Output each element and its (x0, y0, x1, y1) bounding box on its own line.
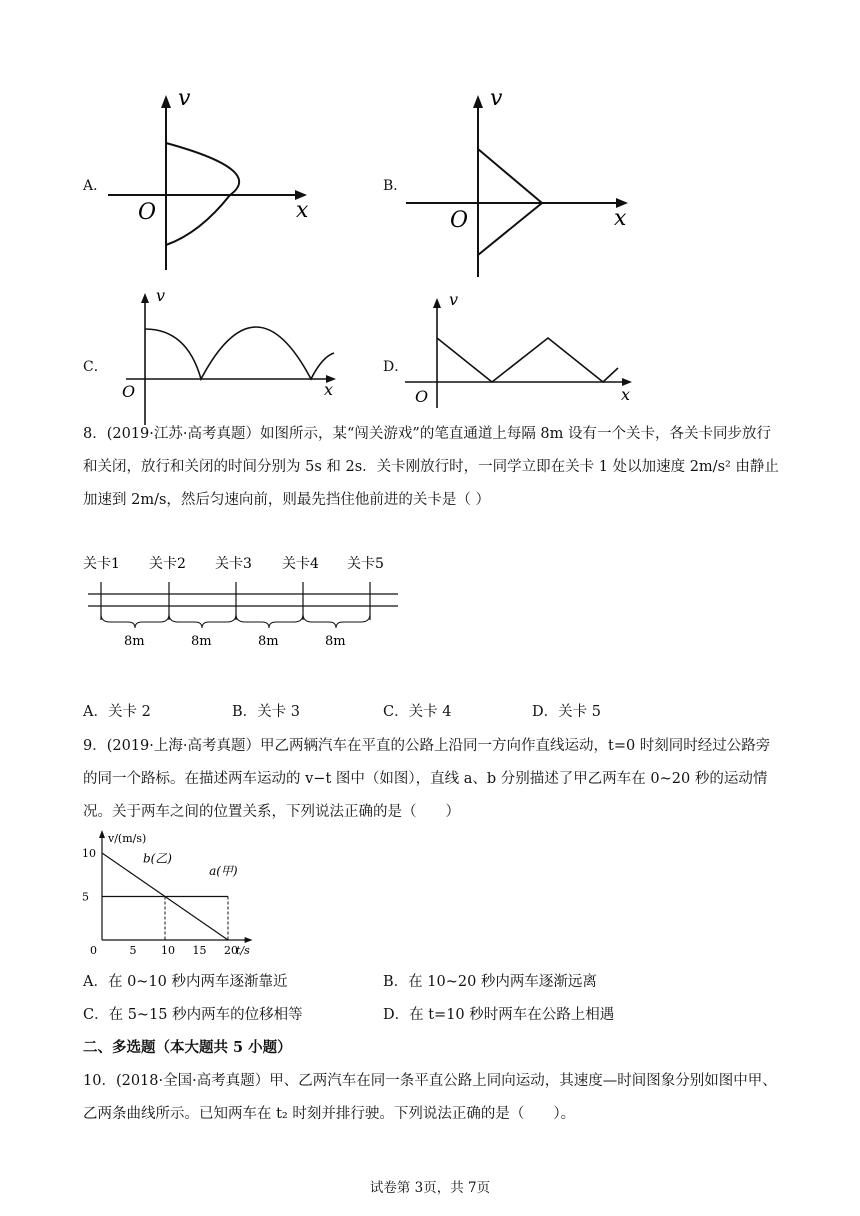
series-label-a: a(甲) (209, 863, 238, 878)
q8-choice-d: D．关卡 5 (532, 704, 601, 720)
q10-line-2: 乙两条曲线所示。已知两车在 t₂ 时刻并排行驶。下列说法正确的是（ ）。 (83, 1106, 576, 1122)
q9-vt-chart (80, 828, 270, 958)
option-a-x-label: x (296, 198, 309, 223)
series-label-b: b(乙) (142, 851, 172, 866)
x-tick-label: 5 (129, 944, 137, 957)
x-axis-arrow (245, 937, 253, 943)
page-footer: 试卷第 3页，共 7页 (369, 1180, 491, 1196)
option-a-graph (100, 85, 320, 275)
spacing-label-1: 8m (124, 634, 145, 649)
option-b-v-label: v (490, 86, 503, 111)
q9-choice-a: A．在 0~10 秒内两车逐渐靠近 (83, 974, 288, 990)
q8-line-3: 加速到 2m/s，然后匀速向前，则最先挡住他前进的关卡是（ ） (83, 492, 491, 508)
x-tick-label: 15 (192, 944, 207, 957)
y-tick-label: 10 (82, 847, 96, 860)
option-d-origin-label: O (415, 387, 429, 406)
q9-line-2: 的同一个路标。在描述两车运动的 v−t 图中（如图），直线 a、b 分别描述了甲乙两车在 0~20 秒的运动情 (83, 771, 768, 787)
gate-label-1: 关卡1 (83, 556, 120, 572)
option-d-v-label: v (449, 290, 459, 309)
option-d-graph (405, 290, 640, 410)
q8-line-2: 和关闭，放行和关闭的时间分别为 5s 和 2s．关卡刚放行时，一同学立即在关卡 1 处以加速度 2m/s² 由静止 (83, 459, 779, 475)
option-d-letter: D． (383, 359, 409, 375)
q9-line-3: 况。关于两车之间的位置关系，下列说法正确的是（ ） (83, 804, 460, 820)
spacing-label-4: 8m (325, 634, 346, 649)
q8-choice-c: C．关卡 4 (383, 704, 452, 720)
gate-label-4: 关卡4 (282, 556, 319, 572)
spacing-label-2: 8m (191, 634, 212, 649)
option-c-letter: C． (83, 359, 108, 375)
option-c-x-label: x (324, 380, 334, 399)
gate-label-5: 关卡5 (347, 556, 384, 572)
q8-gates-figure (80, 550, 410, 655)
option-b-letter: B． (383, 178, 408, 194)
y-axis-arrow (99, 830, 105, 838)
q8-line-1: 8．(2019·江苏·高考真题）如图所示，某“闯关游戏”的笔直通道上每隔 8m 设有一个关卡，各关卡同步放行 (83, 426, 772, 442)
option-a-letter: A． (83, 178, 108, 194)
gate-label-3: 关卡3 (215, 556, 252, 572)
option-b-graph (402, 85, 642, 280)
x-tick-label: 20 (224, 944, 238, 957)
q9-line-1: 9．(2019·上海·高考真题）甲乙两辆汽车在平直的公路上沿同一方向作直线运动，t=0 时刻同时经过公路旁 (83, 738, 771, 754)
option-a-v-label: v (178, 86, 191, 111)
q8-choice-a: A．关卡 2 (83, 704, 151, 720)
option-c-origin-label: O (122, 382, 136, 401)
option-b-origin-label: O (450, 208, 469, 233)
q10-line-1: 10．(2018·全国·高考真题）甲、乙两汽车在同一条平直公路上同向运动，其速度—时间图象分别如图中甲、 (83, 1073, 777, 1089)
x-axis-label: t/s (236, 944, 250, 957)
y-axis-label: v/(m/s) (108, 832, 147, 845)
q9-choice-c: C．在 5~15 秒内两车的位移相等 (83, 1007, 303, 1023)
gate-label-2: 关卡2 (149, 556, 186, 572)
x-tick-label: 0 (90, 944, 97, 957)
section-heading: 二、多选题（本大题共 5 小题） (83, 1039, 292, 1056)
option-c-graph (112, 285, 342, 430)
y-tick-label: 5 (82, 890, 89, 904)
option-a-origin-label: O (138, 200, 157, 225)
x-tick-label: 10 (161, 944, 175, 957)
option-b-x-label: x (614, 206, 627, 231)
option-d-x-label: x (621, 385, 631, 404)
spacing-label-3: 8m (258, 634, 279, 649)
q9-choice-d: D．在 t=10 秒时两车在公路上相遇 (383, 1007, 615, 1023)
q8-choice-b: B．关卡 3 (232, 704, 300, 720)
q9-choice-b: B．在 10~20 秒内两车逐渐远离 (383, 974, 597, 990)
option-c-v-label: v (156, 286, 166, 305)
